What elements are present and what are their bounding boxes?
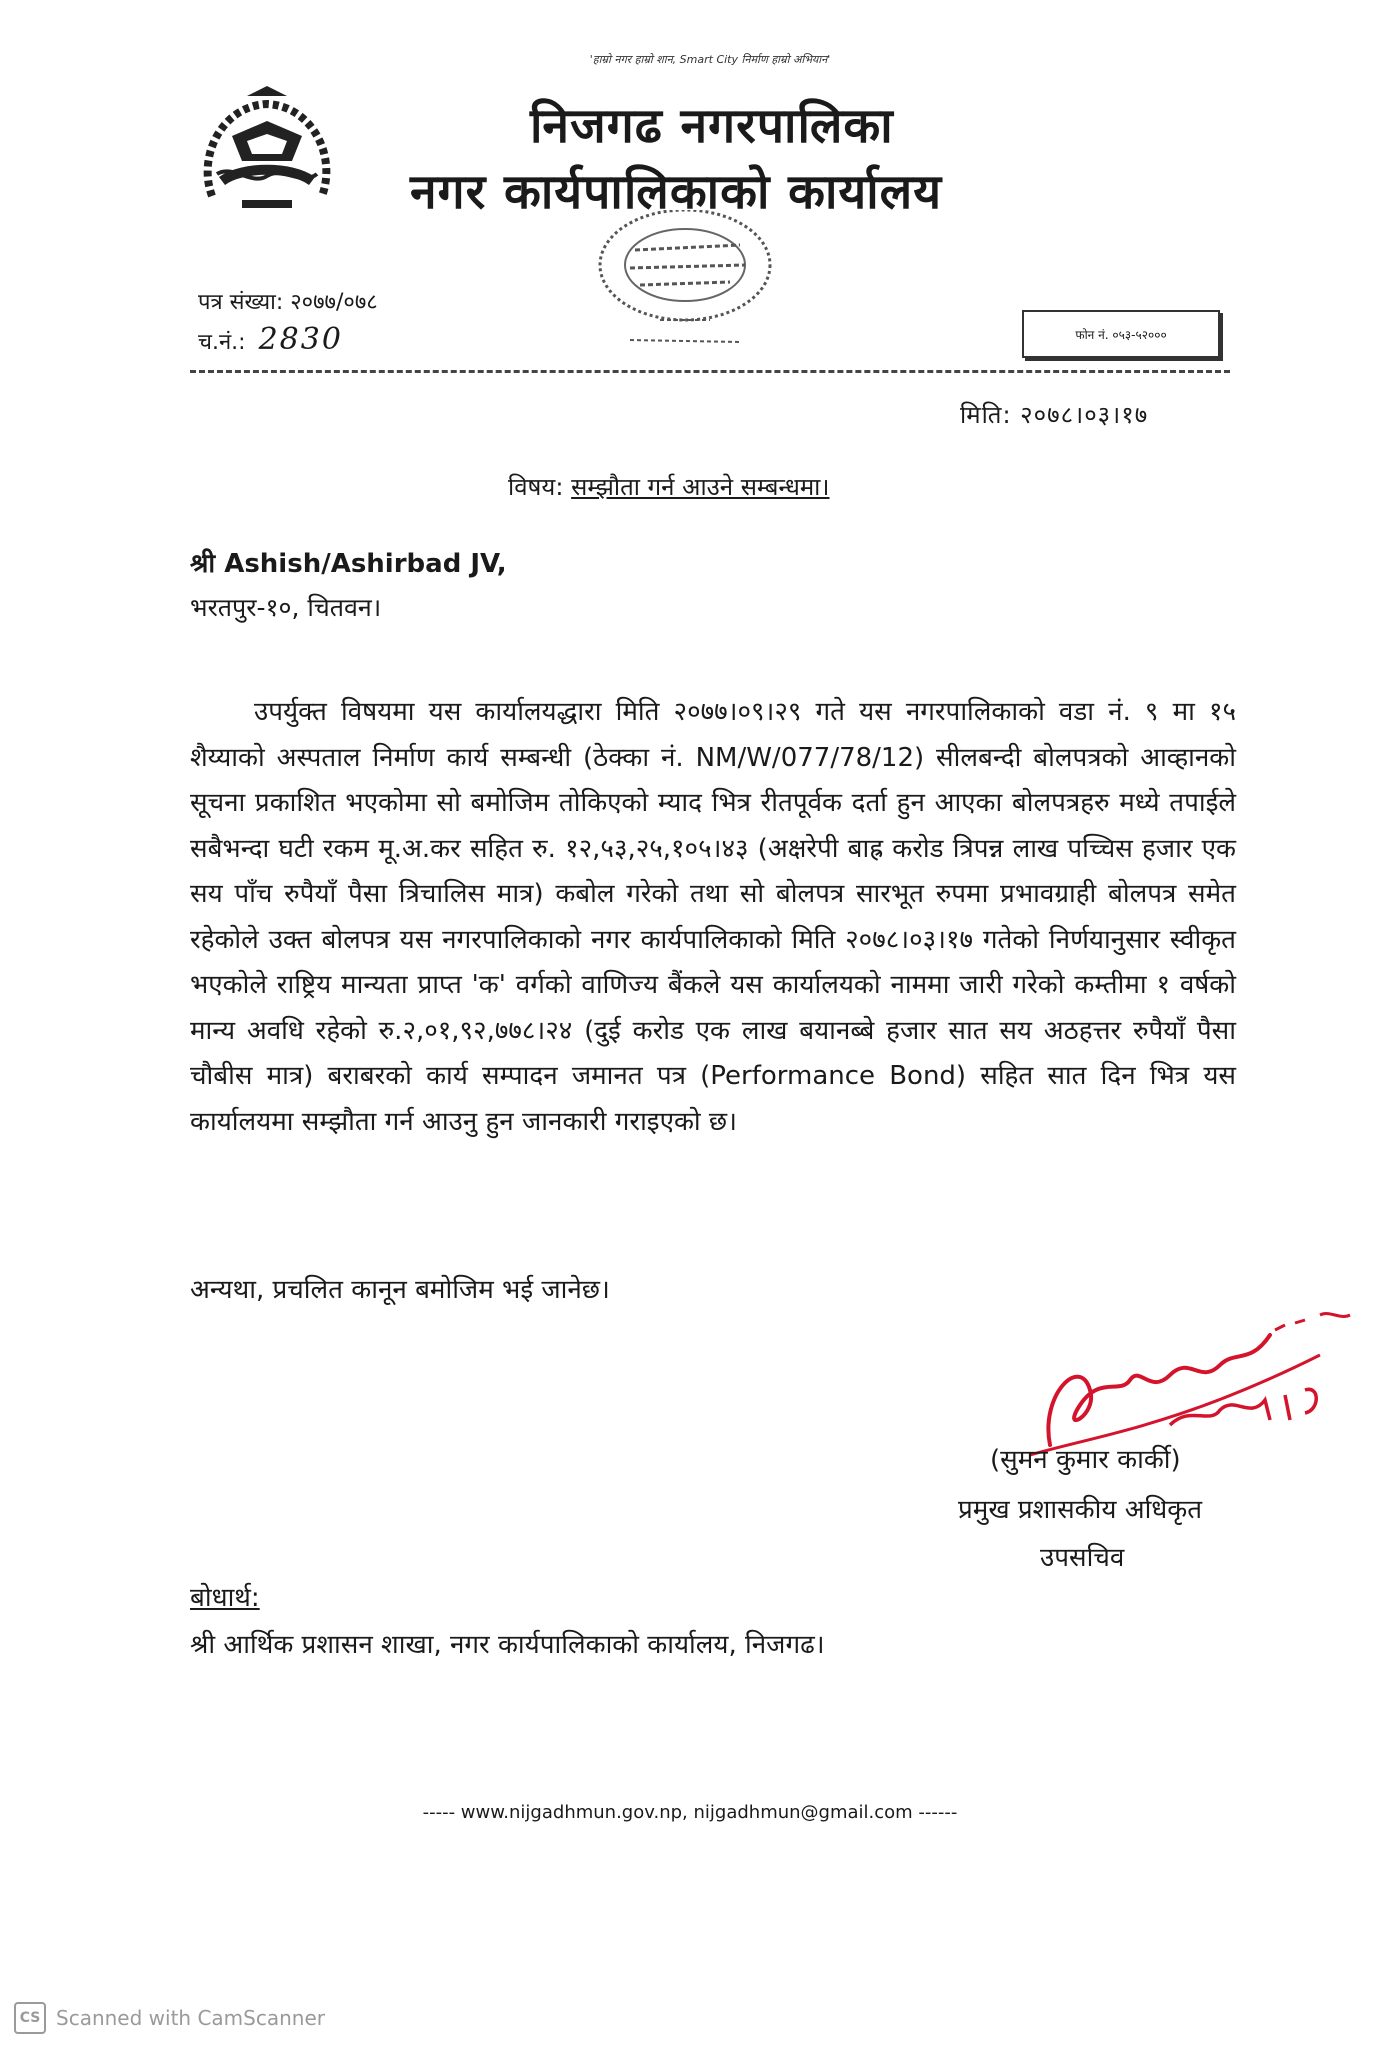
slogan: 'हाम्रो नगर हाम्रो शान, Smart City निर्माण हाम्रो अभियान' xyxy=(589,53,831,66)
office-stamp-icon xyxy=(590,210,800,360)
office-title: नगर कार्यपालिकाको कार्यालय xyxy=(410,164,943,220)
dispatch-number xyxy=(198,322,343,357)
cc-heading: बोधार्थ: xyxy=(190,1583,260,1613)
dispatch-label: च.नं.: xyxy=(198,330,246,355)
signatory-post: प्रमुख प्रशासकीय अधिकृत xyxy=(958,1495,1203,1525)
reference-number: पत्र संख्या: २०७७/०७८ xyxy=(198,290,378,315)
header-divider xyxy=(190,370,1230,373)
subject-line xyxy=(508,470,830,503)
camscanner-watermark xyxy=(14,2002,325,2034)
subject-text: सम्झौता गर्न आउने सम्बन्धमा। xyxy=(571,473,830,501)
signatory-designation: उपसचिव xyxy=(1040,1543,1125,1573)
footer-contact: ----- www.nijgadhmun.gov.np, nijgadhmun@gmail.com ------ xyxy=(422,1802,958,1823)
cc-item: श्री आर्थिक प्रशासन शाखा, नगर कार्यपालिकाको कार्यालय, निजगढ। xyxy=(190,1630,825,1660)
camscanner-logo-icon: CS xyxy=(14,2002,46,2034)
subject-label: विषय: xyxy=(508,473,564,501)
letter-date: मिति: २०७८।०३।१७ xyxy=(960,401,1149,429)
signatory-name: (सुमन कुमार कार्की) xyxy=(990,1445,1181,1475)
dispatch-value: 2830 xyxy=(258,322,343,357)
office-name: निजगढ नगरपालिका xyxy=(530,98,894,154)
government-emblem-icon xyxy=(192,86,342,226)
closing-line: अन्यथा, प्रचलित कानून बमोजिम भई जानेछ। xyxy=(190,1275,610,1305)
camscanner-label: Scanned with CamScanner xyxy=(56,2006,325,2030)
recipient-name: श्री Ashish/Ashirbad JV, xyxy=(190,549,507,579)
fax-box: फोन नं. ०५३-५२००० xyxy=(1022,310,1220,358)
recipient-address: भरतपुर-१०, चितवन। xyxy=(190,593,382,622)
letter-body: उपर्युक्त विषयमा यस कार्यालयद्धारा मिति २०७७।०९।२९ गते यस नगरपालिकाको वडा नं. ९ मा १५ शैय्याको अस्पताल निर्माण कार्य सम्बन्धी (ठेक्का नं. NM/W/077/78/12) सीलबन्दी बोलपत्रको आव्हानको सूचना प्रकाशित भएकोमा सो बमोजिम तोकिएको म्याद भित्र रीतपूर्वक दर्ता हुन आएका बोलपत्रहरु मध्ये तपाईले सबैभन्दा घटी रकम मू.अ.कर सहित रु. १२,५३,२५,१०५।४३ (अक्षरेपी बाह्र करोड त्रिपन्न लाख पच्चिस हजार एक सय पाँच रुपैयाँ पैसा त्रिचालिस मात्र) कबोल गरेको तथा सो बोलपत्र सारभूत रुपमा प्रभावग्राही बोलपत्र समेत रहेकोले उक्त बोलपत्र यस नगरपालिकाको नगर कार्यपालिकाको मिति २०७८।०३।१७ गतेको निर्णयानुसार स्वीकृत भएकोले राष्ट्रिय मान्यता प्राप्त 'क' वर्गको वाणिज्य बैंकले यस कार्यालयको नाममा जारी गरेको कम्तीमा १ वर्षको मान्य अवधि रहेको रु.२,०१,९२,७७८।२४ (दुई करोड एक लाख बयानब्बे हजार सात सय अठहत्तर रुपैयाँ पैसा चौबीस मात्र) बराबरको कार्य सम्पादन जमानत पत्र (Performance Bond) सहित सात दिन भित्र यस कार्यालयमा सम्झौता गर्न आउनु हुन जानकारी गराइएको छ। xyxy=(190,697,1236,1137)
